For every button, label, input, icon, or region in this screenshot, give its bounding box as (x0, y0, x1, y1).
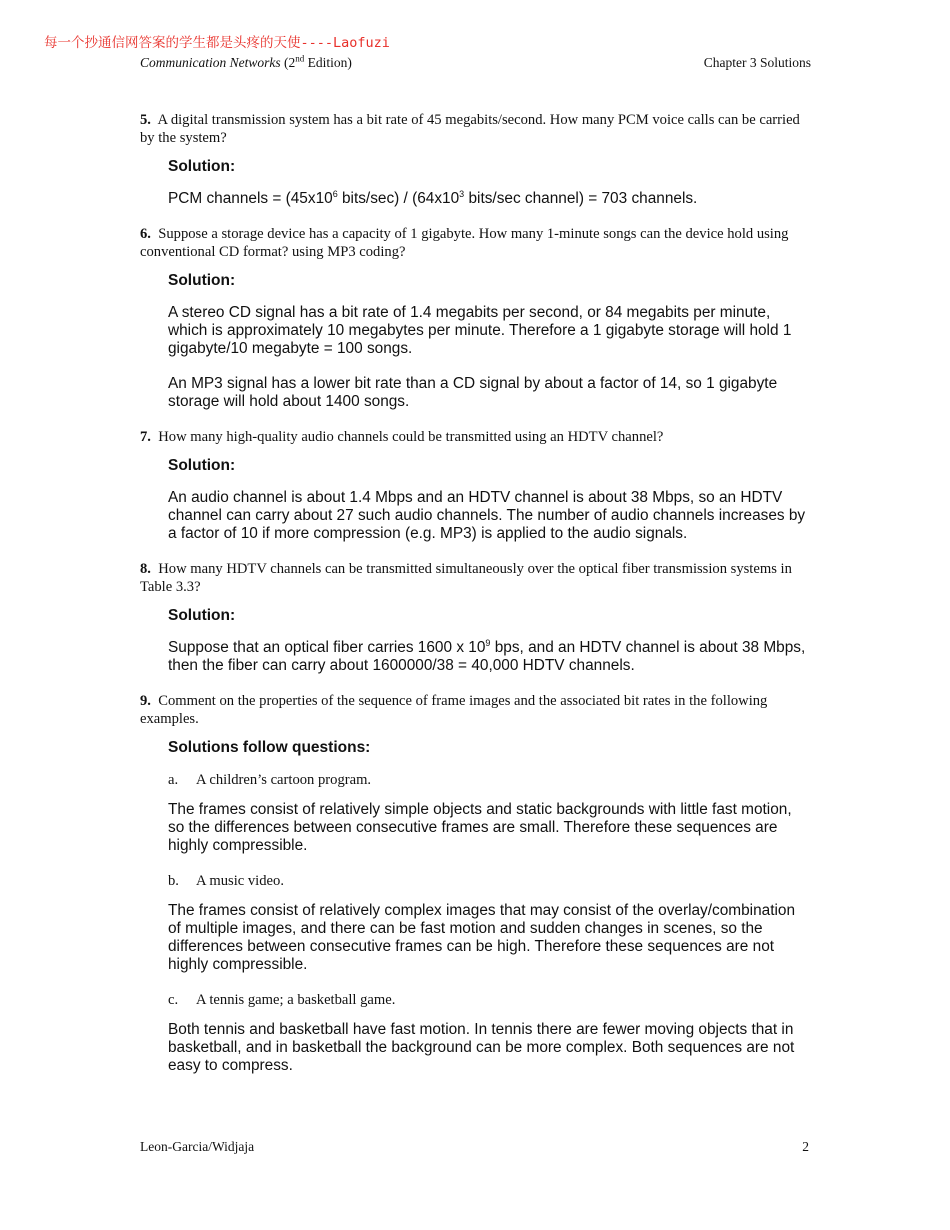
answer-text: bps, and an HDTV channel is about 38 Mbps, then the fiber can carry about 1600000/38 = 40,000 HDTV channels. (168, 639, 806, 674)
subquestion-a (168, 771, 812, 789)
subquestion-text: A music video. (196, 873, 284, 889)
question-text: Suppose a storage device has a capacity of 1 gigabyte. How many 1-minute songs can the device hold using conventional CD format? using MP3 coding? (140, 226, 789, 260)
exponent: 9 (485, 637, 491, 648)
question-text: How many HDTV channels can be transmitted simultaneously over the optical fiber transmission systems in Table 3.3? (140, 561, 792, 595)
answer-text: bits/sec channel) = 703 channels. (464, 190, 698, 207)
answer-6-paragraph-1: A stereo CD signal has a bit rate of 1.4 megabits per second, or 84 megabits per minute, which is approximately 10 megabytes per minute. Therefore a 1 gigabyte storage will hold 1 gigabyte/10 megabyte = 100 songs. (168, 304, 792, 357)
book-title: Communication Networks (140, 55, 281, 70)
solution-heading: Solution: (168, 158, 236, 175)
exponent: 3 (459, 188, 465, 199)
question-number: 6. (140, 226, 151, 242)
exponent: 6 (332, 188, 338, 199)
answer-5 (168, 190, 812, 208)
question-9 (140, 692, 812, 728)
answer-9b: The frames consist of relatively complex images that may consist of the overlay/combination of multiple images, and there can be fast motion and sudden changes in scenes, so the differences between consecutive frames can be high. Therefore these sequences are not highly compressible. (168, 902, 796, 973)
subquestion-letter: b. (168, 873, 179, 889)
solution-heading: Solution: (168, 272, 236, 289)
question-6 (140, 225, 812, 261)
answer-text: PCM channels = (45x10 (168, 190, 333, 207)
subquestion-letter: c. (168, 992, 179, 1008)
subquestion-b (168, 872, 812, 890)
question-text: Comment on the properties of the sequence of frame images and the associated bit rates in the following examples. (140, 693, 768, 727)
subquestion-letter: a. (168, 772, 179, 788)
answer-6-paragraph-2: An MP3 signal has a lower bit rate than a CD signal by about a factor of 14, so 1 gigabyte storage will hold about 1400 songs. (168, 375, 778, 410)
answer-8 (168, 639, 812, 675)
page-content (140, 111, 812, 1092)
question-7 (140, 428, 812, 446)
answer-text: Suppose that an optical fiber carries 1600 x 10 (168, 639, 486, 656)
question-text: A digital transmission system has a bit rate of 45 megabits/second. How many PCM voice calls can be carried by the system? (140, 112, 800, 146)
solution-heading: Solution: (168, 607, 236, 624)
running-header-chapter: Chapter 3 Solutions (703, 55, 811, 70)
edition-open: (2 (280, 55, 296, 70)
answer-text: bits/sec) / (64x10 (337, 190, 460, 207)
question-text: How many high-quality audio channels could be transmitted using an HDTV channel? (158, 429, 664, 445)
edition-sup: nd (295, 53, 305, 64)
question-number: 5. (140, 112, 151, 128)
subquestion-text: A children’s cartoon program. (196, 772, 372, 788)
question-8 (140, 560, 812, 596)
question-number: 8. (140, 561, 151, 577)
watermark: 每一个抄通信网答案的学生都是头疼的天使----Laofuzi (44, 35, 390, 51)
running-header-title (140, 55, 352, 71)
subquestion-text: A tennis game; a basketball game. (196, 992, 396, 1008)
page-number: 2 (802, 1139, 809, 1154)
question-number: 7. (140, 429, 151, 445)
footer-authors: Leon-Garcia/Widjaja (140, 1139, 255, 1154)
question-number: 9. (140, 693, 151, 709)
edition-close: Edition) (304, 55, 352, 70)
answer-9a: The frames consist of relatively simple objects and static backgrounds with little fast motion, so the differences between consecutive frames are small. Therefore these sequences are highly compressible. (168, 801, 792, 854)
solution-heading: Solutions follow questions: (168, 739, 371, 756)
question-5 (140, 111, 812, 147)
solution-heading: Solution: (168, 457, 236, 474)
subquestion-c (168, 991, 812, 1009)
answer-7: An audio channel is about 1.4 Mbps and an HDTV channel is about 38 Mbps, so an HDTV channel can carry about 27 such audio channels. The number of audio channels increases by a factor of 10 if more compression (e.g. MP3) is applied to the audio signals. (168, 489, 806, 542)
answer-9c: Both tennis and basketball have fast motion. In tennis there are fewer moving objects that in basketball, and in basketball the background can be more complex. Both sequences are not easy to compress. (168, 1021, 795, 1074)
